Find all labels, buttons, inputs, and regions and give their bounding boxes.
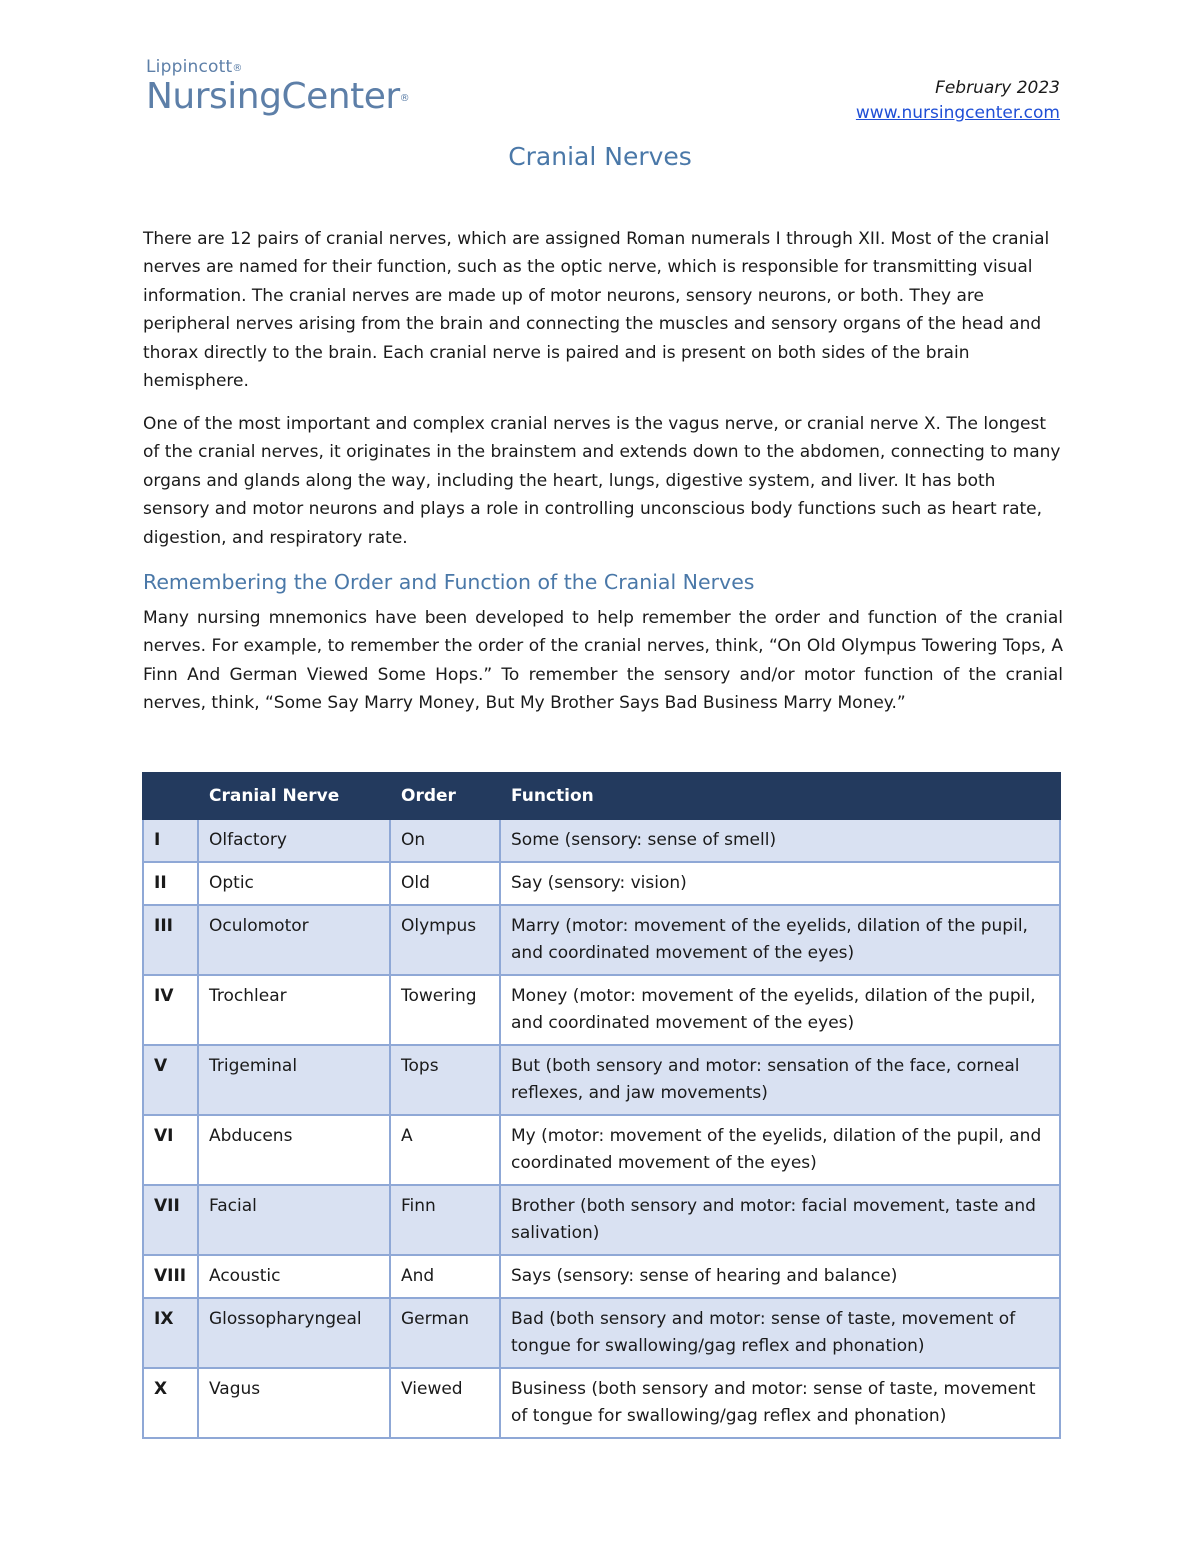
cell-function: Bad (both sensory and motor: sense of taste, movement of tongue for swallowing/gag reflex and phonation) — [500, 1298, 1060, 1368]
cell-function: Money (motor: movement of the eyelids, dilation of the pupil, and coordinated movement of the eyes) — [500, 975, 1060, 1045]
cell-numeral: IV — [143, 975, 198, 1045]
cell-order: Old — [390, 862, 500, 905]
intro-paragraph-2: One of the most important and complex cranial nerves is the vagus nerve, or cranial nerve X. The longest of the cranial nerves, it originates in the brainstem and extends down to the abdomen, connecting to many organs and glands along the way, including the heart, lungs, digestive system, and liver. It has both sensory and motor neurons and plays a role in controlling unconscious body functions such as heart rate, digestion, and respiratory rate. — [143, 414, 1061, 548]
cell-numeral: VIII — [143, 1255, 198, 1298]
cell-nerve-name: Glossopharyngeal — [198, 1298, 390, 1368]
cell-numeral: X — [143, 1368, 198, 1438]
section-paragraph: Many nursing mnemonics have been developed to help remember the order and function of the cranial nerves. For example, to remember the order of the cranial nerves, think, “On Old Olympus Towering Tops, A Finn And German Viewed Some Hops.” To remember the sensory and/or motor function of the cranial nerves, think, “Some Say Marry Money, But My Brother Says Bad Business Marry Money.” — [143, 608, 1063, 714]
header-number — [143, 773, 198, 819]
table-row — [143, 1115, 1060, 1185]
section-heading: Remembering the Order and Function of the Cranial Nerves — [143, 570, 755, 594]
table-row — [143, 1368, 1060, 1438]
cell-order: German — [390, 1298, 500, 1368]
cell-order: Towering — [390, 975, 500, 1045]
cell-nerve-name: Abducens — [198, 1115, 390, 1185]
cell-numeral: VI — [143, 1115, 198, 1185]
cell-order: Finn — [390, 1185, 500, 1255]
cell-nerve-name: Acoustic — [198, 1255, 390, 1298]
cell-numeral: IX — [143, 1298, 198, 1368]
table-row — [143, 1298, 1060, 1368]
cell-numeral: V — [143, 1045, 198, 1115]
logo-nursingcenter: NursingCenter® — [146, 76, 410, 117]
table-header-row — [143, 773, 1060, 819]
cell-nerve-name: Facial — [198, 1185, 390, 1255]
table-row — [143, 975, 1060, 1045]
table-row — [143, 1255, 1060, 1298]
header-cranial-nerve: Cranial Nerve — [198, 773, 390, 819]
logo-lippincott: Lippincott® — [146, 57, 243, 77]
cell-nerve-name: Vagus — [198, 1368, 390, 1438]
table-row — [143, 1045, 1060, 1115]
cell-numeral: I — [143, 819, 198, 862]
header-order: Order — [390, 773, 500, 819]
cell-nerve-name: Trochlear — [198, 975, 390, 1045]
cell-numeral: VII — [143, 1185, 198, 1255]
table-row — [143, 1185, 1060, 1255]
cell-order: Viewed — [390, 1368, 500, 1438]
cell-function: Brother (both sensory and motor: facial movement, taste and salivation) — [500, 1185, 1060, 1255]
page-title: Cranial Nerves — [508, 142, 692, 171]
cell-nerve-name: Olfactory — [198, 819, 390, 862]
intro-paragraph-1: There are 12 pairs of cranial nerves, which are assigned Roman numerals I through XII. Most of the cranial nerves are named for their function, such as the optic nerve, which is responsible for transmitting visual information. The cranial nerves are made up of motor neurons, sensory neurons, or both. They are peripheral nerves arising from the brain and connecting the muscles and sensory organs of the head and thorax directly to the brain. Each cranial nerve is paired and is present on both sides of the brain hemisphere. — [143, 229, 1050, 392]
cell-order: Olympus — [390, 905, 500, 975]
cell-order: On — [390, 819, 500, 862]
table-row — [143, 862, 1060, 905]
date-block — [856, 76, 1060, 126]
header-function: Function — [500, 773, 1060, 819]
cell-order: Tops — [390, 1045, 500, 1115]
cell-nerve-name: Oculomotor — [198, 905, 390, 975]
cell-numeral: III — [143, 905, 198, 975]
cell-function: Marry (motor: movement of the eyelids, dilation of the pupil, and coordinated movement of the eyes) — [500, 905, 1060, 975]
website-link[interactable]: www.nursingcenter.com — [855, 103, 1060, 123]
cell-function: My (motor: movement of the eyelids, dilation of the pupil, and coordinated movement of the eyes) — [500, 1115, 1060, 1185]
logo — [146, 57, 409, 117]
table-row — [143, 905, 1060, 975]
cell-function: But (both sensory and motor: sensation of the face, corneal reflexes, and jaw movements) — [500, 1045, 1060, 1115]
cell-function: Says (sensory: sense of hearing and balance) — [500, 1255, 1060, 1298]
cell-order: A — [390, 1115, 500, 1185]
cell-function: Business (both sensory and motor: sense of taste, movement of tongue for swallowing/gag reflex and phonation) — [500, 1368, 1060, 1438]
cell-numeral: II — [143, 862, 198, 905]
cell-nerve-name: Optic — [198, 862, 390, 905]
cranial-nerves-table — [142, 772, 1061, 1439]
cell-function: Say (sensory: vision) — [500, 862, 1060, 905]
cell-order: And — [390, 1255, 500, 1298]
cell-function: Some (sensory: sense of smell) — [500, 819, 1060, 862]
document-date: February 2023 — [935, 78, 1060, 98]
cell-nerve-name: Trigeminal — [198, 1045, 390, 1115]
table-row — [143, 819, 1060, 862]
